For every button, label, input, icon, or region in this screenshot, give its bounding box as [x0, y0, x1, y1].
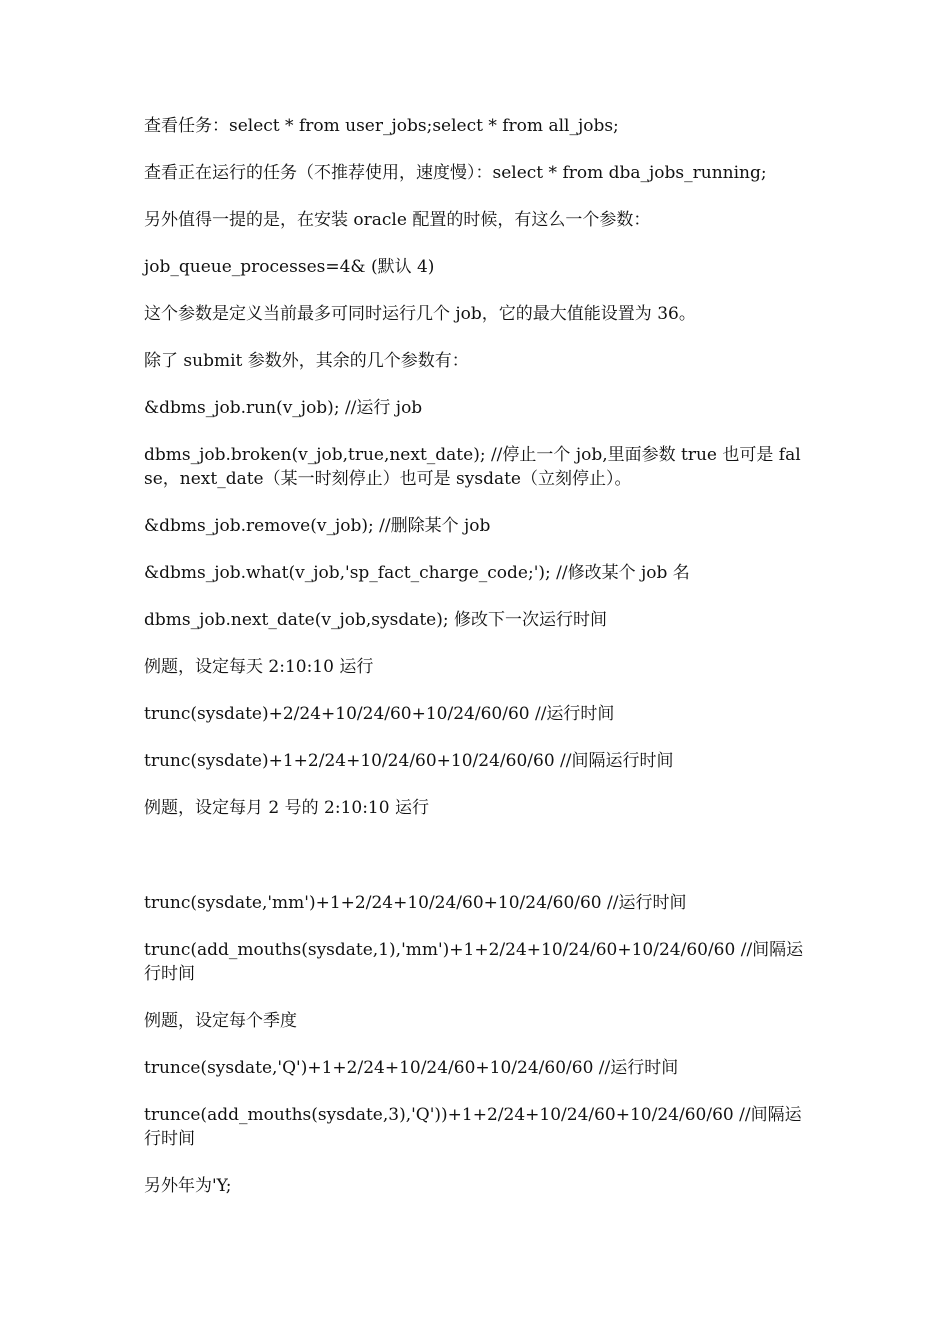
paragraph-oracle-config-note: 另外值得一提的是，在安装 oracle 配置的时候，有这么一个参数： [144, 210, 651, 230]
paragraph-job-remove: &dbms_job.remove(v_job); //删除某个 job [144, 516, 491, 536]
paragraph-job-what: &dbms_job.what(v_job,'sp_fact_charge_code;'); //修改某个 job 名 [144, 563, 690, 583]
paragraph-param-description: 这个参数是定义当前最多可同时运行几个 job，它的最大值能设置为 36。 [144, 304, 696, 324]
paragraph-quarterly-run-time: trunce(sysdate,'Q')+1+2/24+10/24/60+10/24/60/60 //运行时间 [144, 1058, 679, 1078]
paragraph-quarterly-interval: trunce(add_mouths(sysdate,3),'Q'))+1+2/24+10/24/60+10/24/60/60 //间隔运行时间 [144, 1105, 802, 1149]
paragraph-job-run: &dbms_job.run(v_job); //运行 job [144, 398, 423, 418]
paragraph-daily-interval: trunc(sysdate)+1+2/24+10/24/60+10/24/60/60 //间隔运行时间 [144, 751, 674, 771]
paragraph-job-next-date: dbms_job.next_date(v_job,sysdate); 修改下一次运行时间 [144, 610, 607, 630]
paragraph-yearly-note: 另外年为'Y; [144, 1176, 232, 1196]
paragraph-other-params: 除了 submit 参数外，其余的几个参数有： [144, 351, 469, 371]
document-body [144, 114, 809, 1221]
paragraph-job-queue-processes: job_queue_processes=4& (默认 4) [144, 257, 435, 277]
paragraph-monthly-interval: trunc(add_mouths(sysdate,1),'mm')+1+2/24+10/24/60+10/24/60/60 //间隔运行时间 [144, 940, 804, 984]
paragraph-daily-run-time: trunc(sysdate)+2/24+10/24/60+10/24/60/60 //运行时间 [144, 704, 615, 724]
blank-spacer [144, 843, 809, 891]
paragraph-view-jobs: 查看任务：select * from user_jobs;select * from all_jobs; [144, 116, 619, 136]
paragraph-example-quarterly: 例题，设定每个季度 [144, 1011, 297, 1031]
paragraph-example-monthly: 例题，设定每月 2 号的 2:10:10 运行 [144, 798, 429, 818]
paragraph-monthly-run-time: trunc(sysdate,'mm')+1+2/24+10/24/60+10/24/60/60 //运行时间 [144, 893, 687, 913]
paragraph-job-broken: dbms_job.broken(v_job,true,next_date); //停止一个 job,里面参数 true 也可是 false，next_date（某一时刻停止）也可是 sysdate（立刻停止）。 [144, 445, 801, 489]
paragraph-example-daily: 例题，设定每天 2:10:10 运行 [144, 657, 374, 677]
paragraph-view-running-jobs: 查看正在运行的任务（不推荐使用，速度慢）：select * from dba_jobs_running; [144, 163, 767, 183]
